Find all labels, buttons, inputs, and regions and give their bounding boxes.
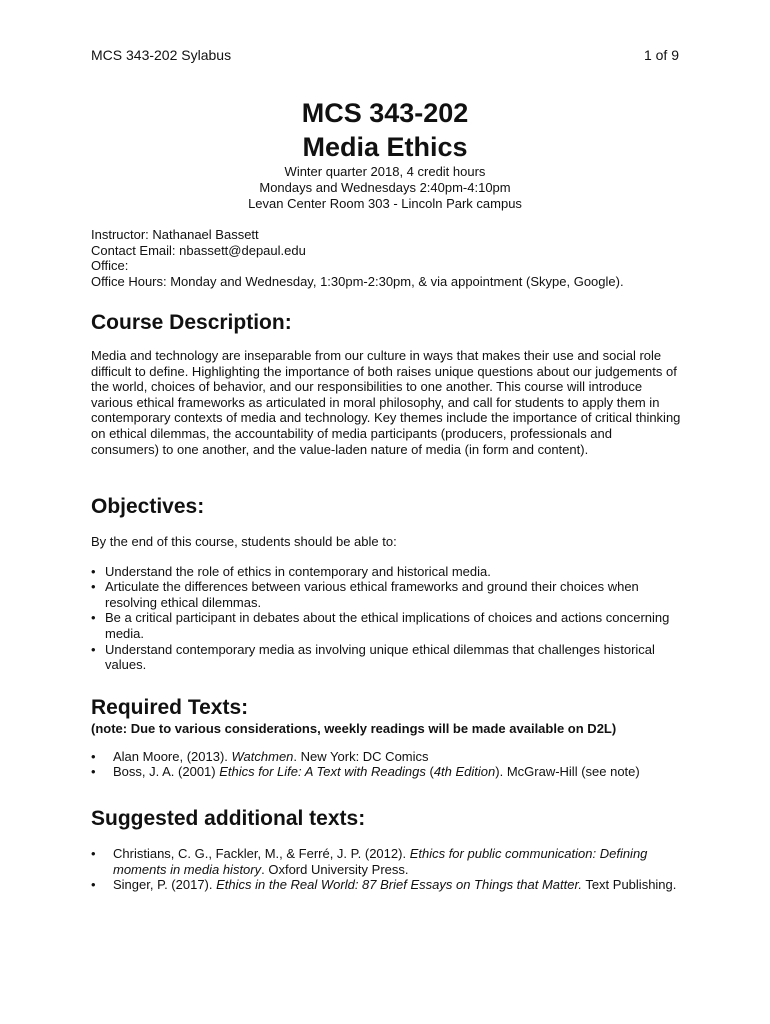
objectives-section <box>91 494 681 673</box>
objective-text: Understand contemporary media as involving unique ethical dilemmas that challenges historical values. <box>105 641 655 673</box>
objectives-intro: By the end of this course, students should be able to: <box>91 534 397 549</box>
required-texts-list <box>91 749 681 780</box>
citation-publisher: Text Publishing. <box>581 877 677 893</box>
contact-block <box>91 227 681 289</box>
objective-text: Articulate the differences between various ethical frameworks and ground their choices when resolving ethical dilemmas. <box>105 579 639 610</box>
course-title: Media Ethics <box>302 132 468 162</box>
citation-publisher: ). McGraw-Hill (see note) <box>495 764 640 780</box>
citation-title: Ethics for public communication: Defining moments in media history <box>113 846 648 877</box>
citation-title: Watchmen <box>231 748 294 764</box>
course-description-heading: Course Description: <box>91 311 292 334</box>
suggested-texts-list <box>91 846 681 893</box>
list-item <box>91 846 681 877</box>
bullet-icon: • <box>91 610 96 626</box>
instructor-line: Instructor: Nathanael Bassett <box>91 227 259 242</box>
bullet-icon: • <box>91 563 96 579</box>
citation-author: Alan Moore, (2013). <box>113 748 232 764</box>
objectives-heading: Objectives: <box>91 495 205 518</box>
bullet-icon: • <box>91 748 96 764</box>
term-info: Winter quarter 2018, 4 credit hours <box>284 164 486 179</box>
objective-text: Be a critical participant in debates about the ethical implications of choices and actions concerning media. <box>105 610 670 641</box>
email-line: Contact Email: nbassett@depaul.edu <box>91 242 306 258</box>
citation-title: Ethics for Life: A Text with Readings <box>219 764 426 780</box>
required-texts-note: (note: Due to various considerations, weekly readings will be made available on D2L) <box>91 721 617 736</box>
list-item <box>91 579 681 610</box>
citation-publisher: . Oxford University Press. <box>261 861 409 877</box>
course-code: MCS 343-202 <box>301 98 469 128</box>
list-item <box>91 564 681 580</box>
office-line: Office: <box>91 258 129 274</box>
list-item <box>91 877 681 893</box>
objective-text: Understand the role of ethics in contemporary and historical media. <box>105 563 491 579</box>
citation-author: Boss, J. A. (2001) <box>113 764 220 780</box>
schedule-info: Mondays and Wednesdays 2:40pm-4:10pm <box>259 180 511 195</box>
bullet-icon: • <box>91 877 96 893</box>
citation-separator: ( <box>425 764 434 780</box>
suggested-texts-heading: Suggested additional texts: <box>91 807 366 830</box>
page-number: 1 of 9 <box>643 47 679 63</box>
course-description-section <box>91 310 681 457</box>
citation-author: Christians, C. G., Fackler, M., & Ferré, J. P. (2012). <box>113 846 410 861</box>
office-hours-line: Office Hours: Monday and Wednesday, 1:30pm-2:30pm, & via appointment (Skype, Google). <box>91 273 624 289</box>
list-item <box>91 642 681 673</box>
list-item <box>91 764 681 780</box>
bullet-icon: • <box>91 579 96 595</box>
course-description-text: Media and technology are inseparable from our culture in ways that makes their use and social role difficult to define. Highlighting the importance of both raises unique questions about our judgements of the world, choices of behavior, and our responsibilities to one another. This course will introduce various ethical frameworks as articulated in moral philosophy, and call for students to apply them in contemporary contexts of media and technology. Key themes include the importance of critical thinking on ethical dilemmas, the accountability of media participants (producers, professionals and consumers) to one another, and the value-laden nature of media (in form and content). <box>91 348 681 457</box>
location-info: Levan Center Room 303 - Lincoln Park campus <box>248 196 522 211</box>
suggested-texts-section <box>91 806 681 893</box>
citation-title: Ethics in the Real World: 87 Brief Essays on Things that Matter. <box>216 877 582 893</box>
citation-edition: 4th Edition <box>433 764 496 780</box>
list-item <box>91 749 681 765</box>
title-block <box>0 96 770 212</box>
citation-publisher: . New York: DC Comics <box>293 748 429 764</box>
required-texts-section <box>91 695 681 780</box>
bullet-icon: • <box>91 764 96 780</box>
list-item <box>91 610 681 641</box>
bullet-icon: • <box>91 846 96 861</box>
citation-author: Singer, P. (2017). <box>113 877 217 893</box>
running-header-title: MCS 343-202 Sylabus <box>91 47 232 63</box>
bullet-icon: • <box>91 641 96 657</box>
required-texts-heading: Required Texts: <box>91 696 249 719</box>
objectives-list <box>91 564 681 673</box>
